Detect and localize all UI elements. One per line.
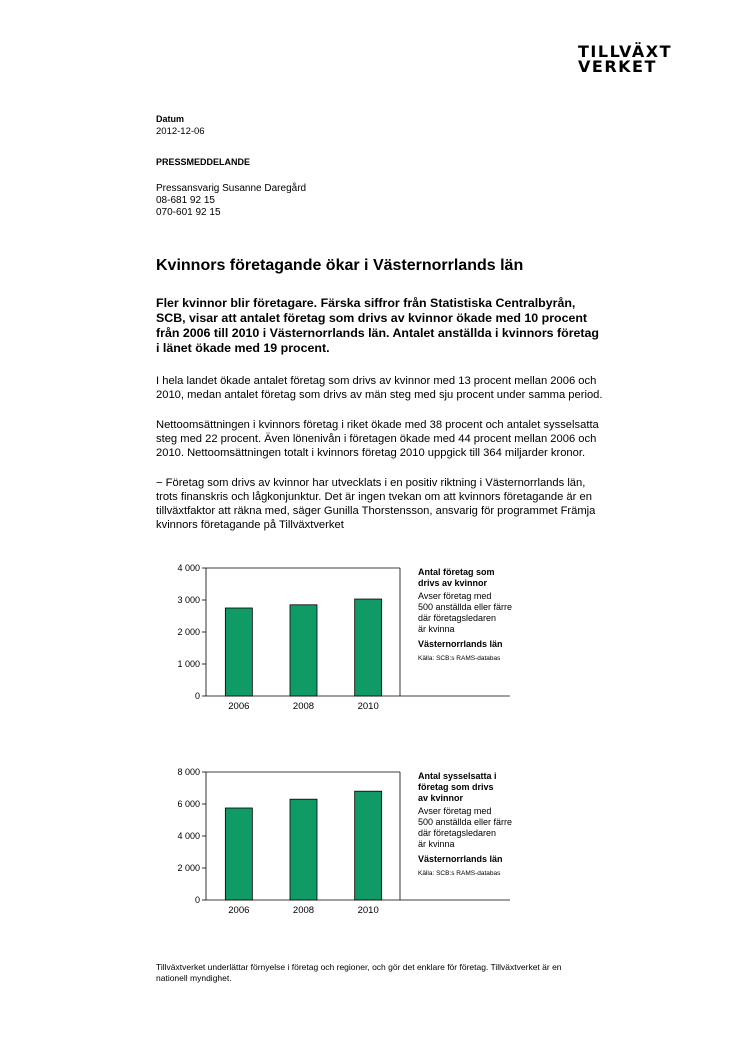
x-tick-label: 2008 xyxy=(292,701,315,712)
chart-source: Källa: SCB:s RAMS-databas xyxy=(418,870,501,877)
bar xyxy=(225,808,252,900)
chart-note-line: Avser företag med xyxy=(418,806,492,816)
chart-note-line: där företagsledaren xyxy=(418,828,497,838)
body-line: trots finanskris och lågkonjunktur. Det är ingen tvekan om att kvinnors företagande är en xyxy=(156,491,592,503)
x-tick-label: 2008 xyxy=(292,905,315,916)
lead-line: SCB, visar att antalet företag som drivs av kvinnor ökade med 10 procent xyxy=(156,311,588,325)
y-tick-label: 2 000 xyxy=(177,627,200,637)
headline: Kvinnors företagande ökar i Västernorrlands län xyxy=(156,257,524,274)
body-paragraph-3 xyxy=(156,476,716,532)
logo-line-2: VERKET xyxy=(578,57,657,76)
contact-line: 08-681 92 15 xyxy=(156,195,215,206)
lead-paragraph xyxy=(156,296,676,356)
chart-note-line: är kvinna xyxy=(418,839,455,849)
chart-note-line: 500 anställda eller färre xyxy=(418,602,513,612)
x-tick-label: 2010 xyxy=(357,905,379,916)
chart-note-line: 500 anställda eller färre xyxy=(418,817,513,827)
contact-line: 070-601 92 15 xyxy=(156,207,221,218)
tillvaxtverket-logo xyxy=(578,44,672,74)
bar xyxy=(355,791,382,900)
bar xyxy=(290,799,317,900)
body-line: 2010, medan antalet företag som drivs av män steg med sju procent under samma period. xyxy=(156,389,603,401)
press-contact xyxy=(156,183,306,219)
y-tick-label: 4 000 xyxy=(177,831,200,841)
y-tick-label: 2 000 xyxy=(177,863,200,873)
chart-note-line: Avser företag med xyxy=(418,591,492,601)
chart-region: Västernorrlands län xyxy=(418,854,503,864)
x-tick-label: 2006 xyxy=(228,905,250,916)
chart-note-line: där företagsledaren xyxy=(418,613,497,623)
date-label: Datum xyxy=(156,114,185,124)
footer-line: Tillväxtverket underlättar förnyelse i företag och regioner, och gör det enklare för företag. Tillväxtverket är en xyxy=(156,962,562,972)
body-line: kvinnors företagande på Tillväxtverket xyxy=(156,519,344,531)
chart-employees xyxy=(160,764,540,922)
body-paragraph-2 xyxy=(156,418,716,460)
chart-note-line: är kvinna xyxy=(418,624,455,634)
y-tick-label: 3 000 xyxy=(177,595,200,605)
body-line: 2010. Nettoomsättningen totalt i kvinnors företag 2010 uppgick till 364 miljarder kronor. xyxy=(156,447,586,459)
y-tick-label: 4 000 xyxy=(177,563,200,573)
y-tick-label: 1 000 xyxy=(177,659,200,669)
chart-title-line: Antal sysselsatta i xyxy=(418,771,497,781)
body-line: steg med 22 procent. Även lönenivån i företagen ökade med 44 procent mellan 2006 och xyxy=(156,433,597,445)
lead-line: Fler kvinnor blir företagare. Färska siffror från Statistiska Centralbyrån, xyxy=(156,296,576,310)
lead-line: från 2006 till 2010 i Västernorrlands län. Antalet anställda i kvinnors företag xyxy=(156,326,600,340)
chart-title-line: av kvinnor xyxy=(418,793,464,803)
logo-line-1: TILLVÄXT xyxy=(578,42,672,61)
contact-line: Pressansvarig Susanne Daregård xyxy=(156,183,307,194)
bar xyxy=(290,605,317,696)
chart-source: Källa: SCB:s RAMS-databas xyxy=(418,655,501,662)
footer xyxy=(156,962,562,984)
body-line: − Företag som drivs av kvinnor har utvecklats i en positiv riktning i Västernorrlands län, xyxy=(156,477,586,489)
x-tick-label: 2010 xyxy=(357,701,379,712)
body-line: I hela landet ökade antalet företag som drivs av kvinnor med 13 procent mellan 2006 och xyxy=(156,375,597,387)
y-tick-label: 0 xyxy=(194,691,200,701)
body-paragraph-1 xyxy=(156,374,716,402)
footer-line: nationell myndighet. xyxy=(156,973,232,983)
y-tick-label: 0 xyxy=(194,895,200,905)
chart-region: Västernorrlands län xyxy=(418,639,503,649)
lead-line: i länet ökade med 19 procent. xyxy=(156,341,330,355)
body-line: tillväxtfaktor att räkna med, säger Gunilla Thorstensson, ansvarig för programmet Främja xyxy=(156,505,596,517)
chart-title-line: företag som drivs xyxy=(418,782,494,792)
date-value: 2012-12-06 xyxy=(156,126,205,137)
chart-title-line: Antal företag som xyxy=(418,567,495,577)
bar xyxy=(225,608,252,696)
y-tick-label: 6 000 xyxy=(177,799,200,809)
document-type: PRESSMEDDELANDE xyxy=(156,157,251,167)
chart-companies xyxy=(160,560,540,718)
x-tick-label: 2006 xyxy=(228,701,250,712)
body-line: Nettoomsättningen i kvinnors företag i riket ökade med 38 procent och antalet sysselsatta xyxy=(156,419,599,431)
bar xyxy=(355,599,382,696)
y-tick-label: 8 000 xyxy=(177,767,200,777)
chart-title-line: drivs av kvinnor xyxy=(418,578,488,588)
